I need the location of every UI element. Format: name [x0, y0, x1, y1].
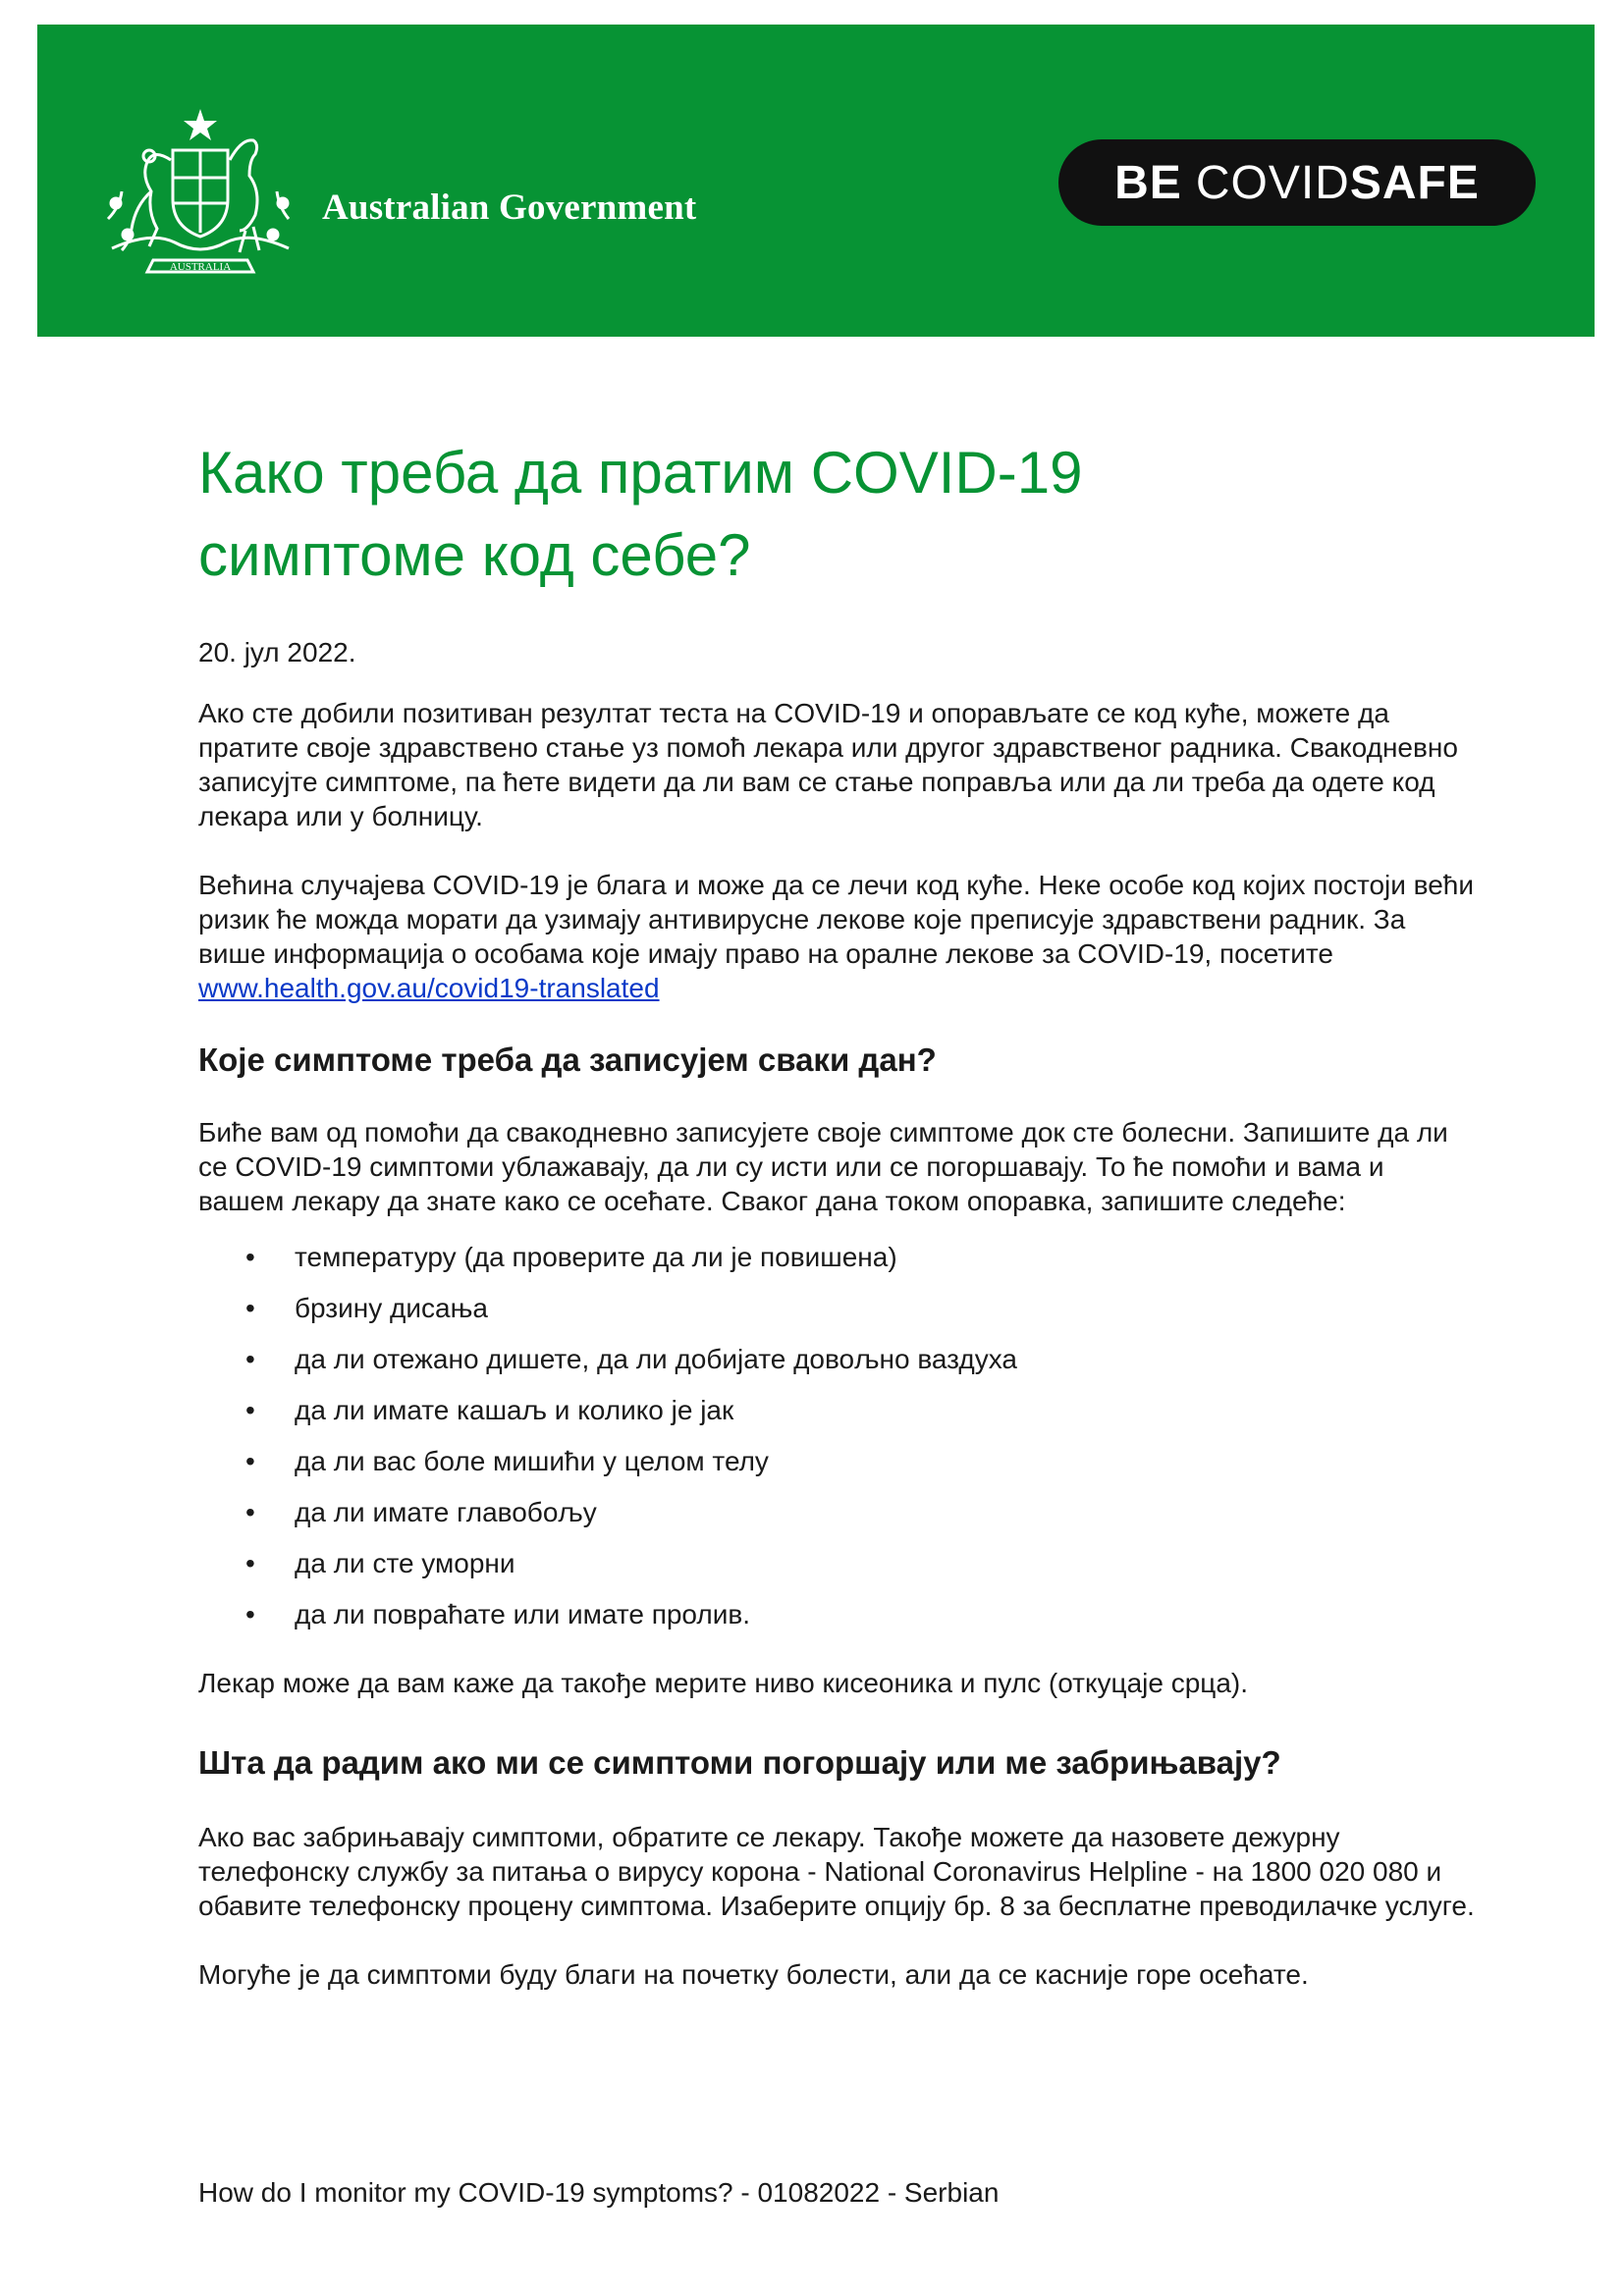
publication-date: 20. јул 2022.: [198, 637, 356, 667]
be-covidsafe-badge: [1058, 139, 1536, 226]
mild-symptoms-paragraph: Могуће је да симптоми буду благи на почетку болести, али да се касније горе осећате.: [198, 1959, 1309, 1990]
antiviral-paragraph: [198, 868, 1475, 1005]
document-body: [198, 432, 1475, 1992]
list-item-text: да ли отежано дишете, да ли добијате довољно ваздуха: [295, 1344, 1017, 1374]
list-item: [198, 1538, 1475, 1589]
badge-covid: COVID: [1195, 156, 1350, 209]
list-item: [198, 1589, 1475, 1640]
list-item-text: да ли сте уморни: [295, 1548, 515, 1578]
government-name: Australian Government: [322, 187, 697, 228]
list-item-text: брзину дисања: [295, 1293, 488, 1323]
bullet: •: [245, 1497, 255, 1527]
coat-of-arms-icon: [92, 101, 308, 288]
bullet: •: [245, 1548, 255, 1578]
title-line-2: симптоме код себе?: [198, 522, 751, 588]
intro-paragraph: Ако сте добили позитиван резултат теста на COVID-19 и опорављате се код куће, можете да пратите своје здравствено стање уз помоћ лекара или другог здравственог радника. Свакодневно записујте симптоме, па ћете видети да ли вам се стање поправља или да ли треба да одете код лекара или у болницу.: [198, 698, 1458, 831]
bullet: •: [245, 1293, 255, 1323]
list-item-text: да ли имате кашаљ и колико је јак: [295, 1395, 734, 1425]
title-line-1: Како треба да пратим COVID-19: [198, 440, 1083, 506]
list-item-text: да ли вас боле мишићи у целом телу: [295, 1446, 769, 1476]
list-item: [198, 1283, 1475, 1334]
svg-text:AUSTRALIA: AUSTRALIA: [169, 261, 232, 273]
section-heading-worsening: Шта да радим ако ми се симптоми погоршају или ме забрињавају?: [198, 1744, 1281, 1781]
list-item-text: температуру (да проверите да ли је повишена): [295, 1242, 897, 1272]
symptom-list: [198, 1232, 1475, 1640]
list-item: [198, 1487, 1475, 1538]
bullet: •: [245, 1599, 255, 1629]
list-item: [198, 1232, 1475, 1283]
section-heading-daily-symptoms: Које симптоме треба да записујем сваки дан?: [198, 1041, 937, 1078]
health-gov-link[interactable]: www.health.gov.au/covid19-translated: [198, 973, 660, 1003]
bullet: •: [245, 1446, 255, 1476]
badge-safe: SAFE: [1349, 156, 1480, 209]
badge-be: BE: [1114, 156, 1182, 209]
oxygen-paragraph: Лекар може да вам каже да такође мерите ниво кисеоника и пулс (откуцаје срца).: [198, 1668, 1249, 1698]
list-item-text: да ли повраћате или имате пролив.: [295, 1599, 751, 1629]
bullet: •: [245, 1344, 255, 1374]
header-banner: [37, 25, 1595, 337]
list-item-text: да ли имате главобољу: [295, 1497, 597, 1527]
list-item: [198, 1334, 1475, 1385]
page-footer: How do I monitor my COVID-19 symptoms? - 01082022 - Serbian: [198, 2177, 1000, 2208]
antiviral-text: Већина случајева COVID-19 је блага и може да се лечи код куће. Неке особе код којих постоји већи ризик ће можда морати да узимају антивирусне лекове које преписује здравствени радник. За више информација о особама које имају право на оралне лекове за COVID-19, посетите: [198, 870, 1475, 969]
page-title: [198, 432, 1475, 597]
bullet: •: [245, 1395, 255, 1425]
list-item: [198, 1436, 1475, 1487]
daily-symptoms-paragraph: Биће вам од помоћи да свакодневно записујете своје симптоме док сте болесни. Запишите да ли се COVID-19 симптоми ублажавају, да ли су исти или се погоршавају. То ће помоћи и вама и вашем лекару да знате како се осећате. Сваког дана током опоравка, запишите следеће:: [198, 1117, 1448, 1216]
list-item: [198, 1385, 1475, 1436]
bullet: •: [245, 1242, 255, 1272]
helpline-paragraph: Ако вас забрињавају симптоми, обратите се лекару. Такође можете да назовете дежурну телефонску службу за питања о вирусу корона - National Coronavirus Helpline - на 1800 020 080 и обавите телефонску процену симптома. Изаберите опцију бр. 8 за бесплатне преводилачке услуге.: [198, 1822, 1475, 1921]
